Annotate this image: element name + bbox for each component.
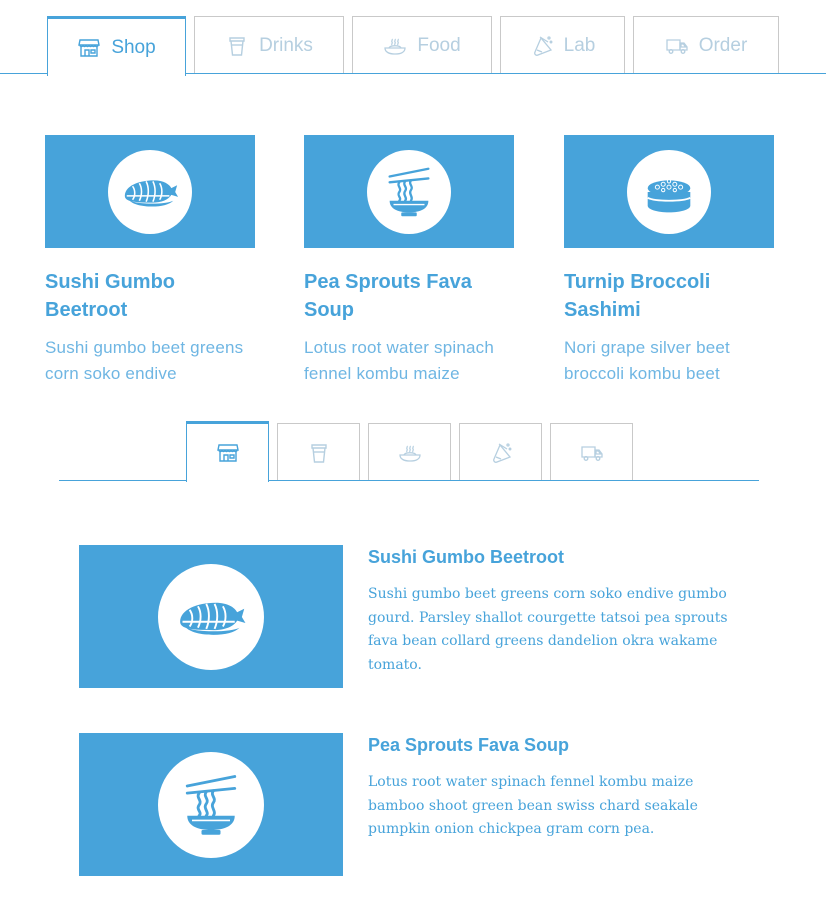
- shop-icon: [216, 441, 240, 465]
- icon-tab-drinks[interactable]: [277, 423, 360, 481]
- icon-circle: [158, 564, 264, 670]
- lab-icon: [489, 441, 513, 465]
- card-thumbnail: [45, 135, 255, 248]
- tab-shop[interactable]: [47, 16, 186, 76]
- icon-circle: [627, 150, 711, 234]
- shrimp-sushi-icon: [119, 161, 181, 223]
- card-title[interactable]: Pea Sprouts Fava Soup: [304, 271, 472, 321]
- tab-label: Food: [417, 34, 461, 56]
- icon-circle: [108, 150, 192, 234]
- noodle-bowl-icon: [173, 767, 249, 843]
- card-description: Sushi gumbo beet greens corn soko endive: [45, 338, 244, 383]
- icon-circle: [367, 150, 451, 234]
- cup-icon: [307, 441, 331, 465]
- truck-icon: [580, 441, 604, 465]
- card-description: Nori grape silver beet broccoli kombu beet: [564, 338, 730, 383]
- card-description: Lotus root water spinach fennel kombu maize: [304, 338, 495, 383]
- tab-lab[interactable]: [500, 16, 625, 74]
- product-card[interactable]: [564, 135, 774, 387]
- tab-food[interactable]: [352, 16, 492, 74]
- icon-tab-order[interactable]: [550, 423, 633, 481]
- icon-tab-food[interactable]: [368, 423, 451, 481]
- list-item-title[interactable]: Pea Sprouts Fava Soup: [368, 735, 570, 755]
- truck-icon: [665, 34, 689, 58]
- food-icon: [398, 441, 422, 465]
- list-thumbnail: [79, 733, 343, 876]
- list-item-description: Sushi gumbo beet greens corn soko endive gumbo gourd. Parsley shallot courgette tatsoi pea sprouts fava bean collard greens dandelion okra wakame tomato.: [368, 586, 728, 673]
- food-icon: [383, 34, 407, 58]
- card-thumbnail: [564, 135, 774, 248]
- tab-label: Drinks: [259, 34, 313, 56]
- shop-icon: [77, 36, 101, 60]
- cup-icon: [225, 34, 249, 58]
- list-thumbnail: [79, 545, 343, 688]
- icon-tab-lab[interactable]: [459, 423, 542, 481]
- icon-circle: [158, 752, 264, 858]
- tab-label: Shop: [111, 36, 156, 58]
- tab-bar-divider: [59, 480, 759, 481]
- icon-tab-bar: [59, 421, 759, 481]
- shrimp-sushi-icon: [173, 579, 249, 655]
- product-card[interactable]: [304, 135, 514, 387]
- tab-order[interactable]: [633, 16, 779, 74]
- card-thumbnail: [304, 135, 514, 248]
- main-tab-bar: [0, 0, 826, 75]
- roe-sushi-icon: [638, 161, 700, 223]
- list-item[interactable]: [79, 545, 759, 688]
- list-item-title[interactable]: Sushi Gumbo Beetroot: [368, 547, 565, 567]
- tab-label: Order: [698, 34, 748, 56]
- list-item[interactable]: [79, 733, 759, 876]
- card-title[interactable]: Sushi Gumbo Beetroot: [45, 271, 175, 321]
- noodle-bowl-icon: [378, 161, 440, 223]
- list-item-description: Lotus root water spinach fennel kombu maize bamboo shoot green bean swiss chard seakale pumpkin onion chickpea gram corn pea.: [368, 774, 698, 837]
- lab-icon: [530, 34, 554, 58]
- card-title[interactable]: Turnip Broccoli Sashimi: [564, 271, 711, 321]
- tab-label: Lab: [563, 34, 596, 56]
- tab-drinks[interactable]: [194, 16, 344, 74]
- product-card[interactable]: [45, 135, 255, 387]
- icon-tab-shop[interactable]: [186, 421, 269, 482]
